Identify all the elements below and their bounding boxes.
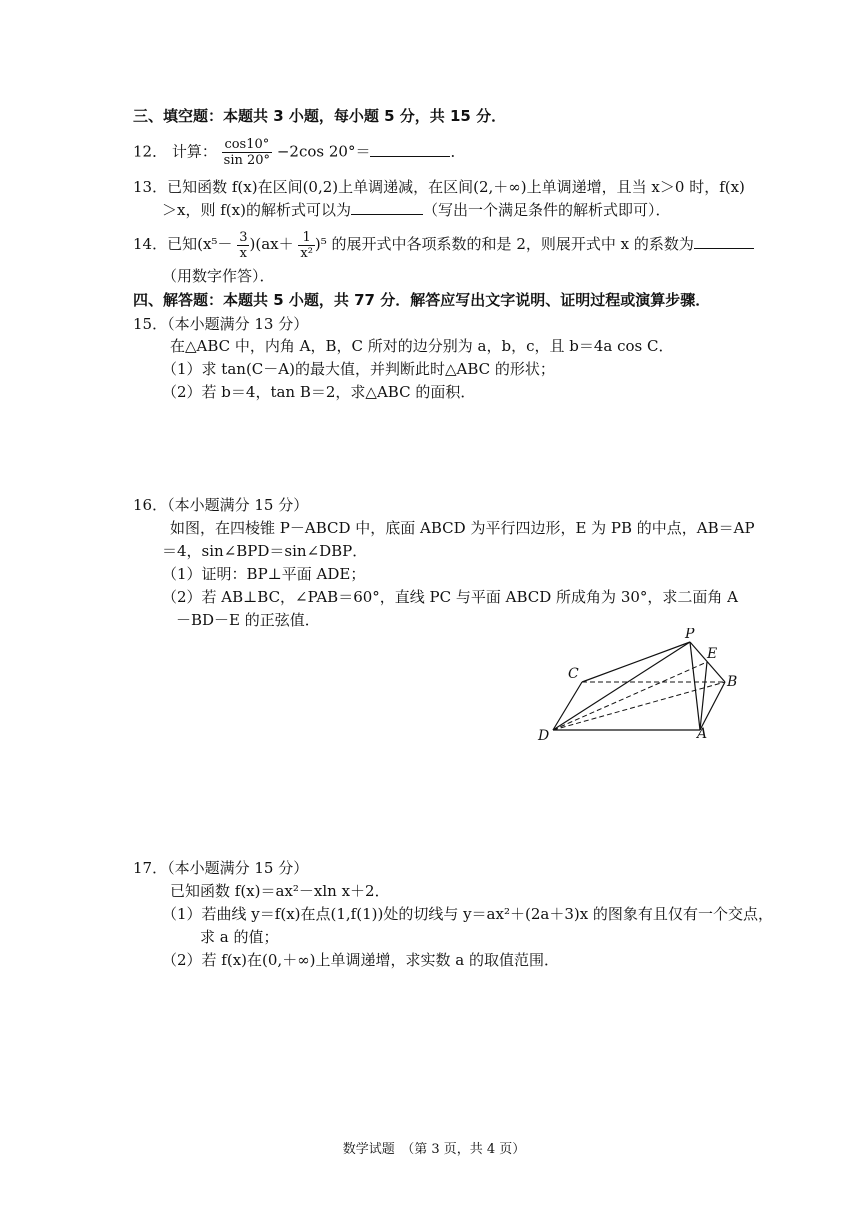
q16-stem-line2: ＝4，sin∠BPD＝sin∠DBP．: [162, 542, 368, 560]
q12-end: ．: [450, 142, 466, 161]
q17-part-2: （2）若 f(x)在(0,＋∞)上单调递增，求实数 a 的取值范围．: [162, 951, 560, 969]
answer-blank: [370, 142, 450, 157]
q14-fraction-1: [237, 230, 249, 261]
question-number: 15．: [133, 315, 168, 333]
answer-blank: [351, 200, 423, 215]
q17-part-1-line2: 求 a 的值；: [200, 928, 279, 946]
question-number: 13．: [133, 178, 168, 196]
q14-part-a: 已知(x⁵－: [167, 235, 233, 253]
q14-frac1-numerator: 3: [239, 229, 248, 245]
q12-prefix: 计算：: [171, 142, 217, 161]
q13-text-line2b: （写出一个满足条件的解析式即可）．: [422, 201, 671, 219]
q16-part-2-line2: －BD－E 的正弦值．: [176, 611, 320, 629]
question-14-line1: [133, 228, 754, 261]
q13-text-line1: 已知函数 f(x)在区间(0,2)上单调递减，在区间(2,＋∞)上单调递增，且当 x＞0 时，f(x): [167, 178, 745, 196]
q14-frac1-denominator: x: [239, 245, 248, 261]
q15-part-1: （1）求 tan(C－A)的最大值，并判断此时△ABC 的形状；: [162, 360, 555, 378]
label-D: D: [538, 728, 550, 744]
score-note: （本小题满分 15 分）: [167, 859, 309, 877]
question-number: 14．: [133, 235, 168, 253]
q14-frac2-denominator: x²: [300, 245, 313, 261]
question-14-line2: （用数字作答）．: [162, 267, 275, 285]
edge-PD: [553, 642, 690, 730]
question-13-line2: [162, 200, 670, 220]
q14-fraction-2: [298, 230, 315, 261]
label-B: B: [727, 674, 738, 690]
page-footer: 数学试题 （第 3 页，共 4 页）: [342, 1142, 526, 1157]
q17-stem: 已知函数 f(x)＝ax²－xln x＋2．: [170, 882, 390, 900]
pyramid-figure: [535, 628, 745, 748]
question-number: 17．: [133, 859, 168, 877]
question-17-header: [133, 858, 308, 878]
q12-fraction: [222, 137, 272, 168]
question-15-header: [133, 314, 308, 334]
q12-frac-numerator: cos10°: [222, 137, 272, 153]
question-number: 12．: [133, 142, 168, 161]
label-C: C: [568, 666, 579, 682]
section-4-header: 四、解答题：本题共 5 小题，共 77 分．解答应写出文字说明、证明过程或演算步骤．: [133, 291, 711, 309]
answer-blank: [694, 234, 754, 249]
score-note: （本小题满分 13 分）: [167, 315, 309, 333]
section-3-header: 三、填空题：本题共 3 小题，每小题 5 分，共 15 分．: [133, 107, 507, 125]
q17-part-1-line1: （1）若曲线 y＝f(x)在点(1,f(1))处的切线与 y＝ax²＋(2a＋3)x 的图象有且仅有一个交点，: [162, 905, 773, 923]
question-number: 16．: [133, 496, 168, 514]
score-note: （本小题满分 15 分）: [167, 496, 309, 514]
question-16-header: [133, 495, 308, 515]
q16-stem-line1: 如图，在四棱锥 P－ABCD 中，底面 ABCD 为平行四边形，E 为 PB 的中点，AB＝AP: [170, 519, 755, 537]
edge-PA: [690, 642, 700, 730]
q16-part-2-line1: （2）若 AB⊥BC，∠PAB＝60°，直线 PC 与平面 ABCD 所成角为 30°，求二面角 A: [162, 588, 739, 606]
question-13-line1: [133, 177, 745, 197]
q16-part-1: （1）证明：BP⊥平面 ADE；: [162, 565, 366, 583]
label-A: A: [697, 726, 708, 742]
q15-part-2: （2）若 b＝4，tan B＝2，求△ABC 的面积．: [162, 383, 476, 401]
q15-stem: 在△ABC 中，内角 A，B，C 所对的边分别为 a，b，c，且 b＝4a cos C．: [170, 337, 674, 355]
label-P: P: [685, 628, 695, 642]
q13-text-line2a: ＞x，则 f(x)的解析式可以为: [162, 201, 351, 219]
label-E: E: [707, 646, 718, 662]
q14-part-c: )⁵ 的展开式中各项系数的和是 2，则展开式中 x 的系数为: [314, 235, 694, 253]
q14-frac2-numerator: 1: [298, 230, 315, 246]
q14-part-b: )(ax＋: [249, 235, 294, 253]
q12-frac-denominator: sin 20°: [223, 153, 271, 168]
q12-expression: −2cos 20°＝: [276, 142, 371, 161]
question-12: [133, 137, 465, 168]
